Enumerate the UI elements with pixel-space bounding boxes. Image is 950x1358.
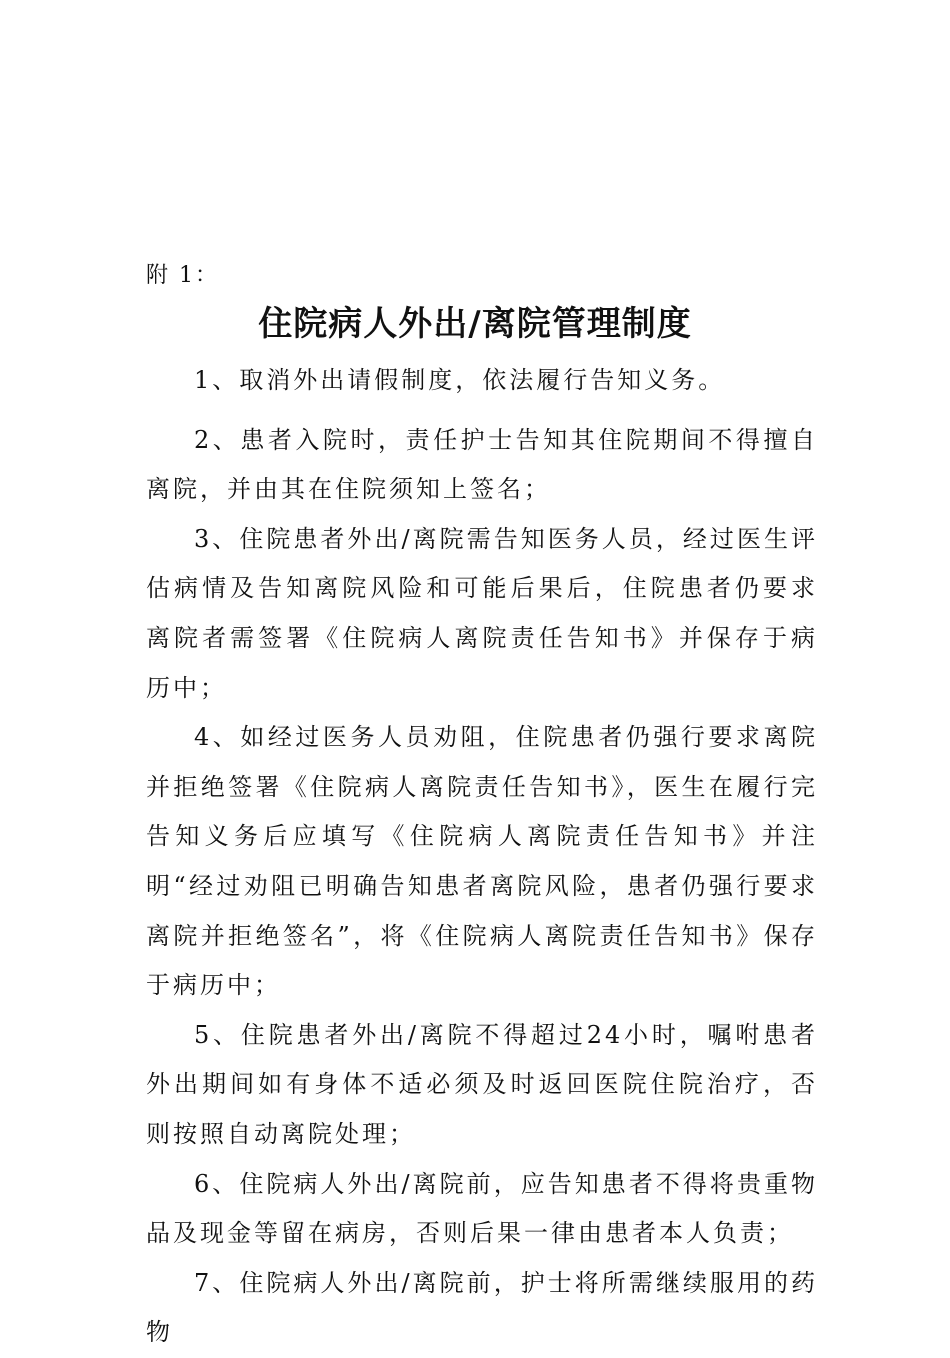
paragraph-4: 4、如经过医务人员劝阻，住院患者仍强行要求离院并拒绝签署《住院病人离院责任告知书》，医生在履行完告知义务后应填写《住院病人离院责任告知书》并注明“经过劝阻已明确告知患者离院风险，患者仍强行要求离院并拒绝签名”，将《住院病人离院责任告知书》保存于病历中； — [146, 723, 818, 1000]
paragraph-5: 5、住院患者外出/离院不得超过24小时，嘱咐患者外出期间如有身体不适必须及时返回医院住院治疗，否则按照自动离院处理； — [146, 1020, 818, 1148]
paragraph-3: 3、住院患者外出/离院需告知医务人员，经过医生评估病情及告知离院风险和可能后果后，住院患者仍要求离院者需签署《住院病人离院责任告知书》并保存于病历中； — [146, 524, 818, 702]
paragraph-1: 1、取消外出请假制度，依法履行告知义务。 — [194, 366, 726, 394]
paragraph-7: 7、住院病人外出/离院前，护士将所需继续服用的药物 — [146, 1268, 818, 1347]
document-title: 住院病人外出/离院管理制度 — [258, 304, 692, 344]
paragraph-2: 2、患者入院时，责任护士告知其住院期间不得擅自离院，并由其在住院须知上签名； — [146, 425, 818, 504]
attachment-label: 附 1： — [146, 263, 219, 288]
paragraph-6: 6、住院病人外出/离院前，应告知患者不得将贵重物品及现金等留在病房，否则后果一律由患者本人负责； — [146, 1169, 818, 1248]
document-body — [146, 356, 818, 1358]
